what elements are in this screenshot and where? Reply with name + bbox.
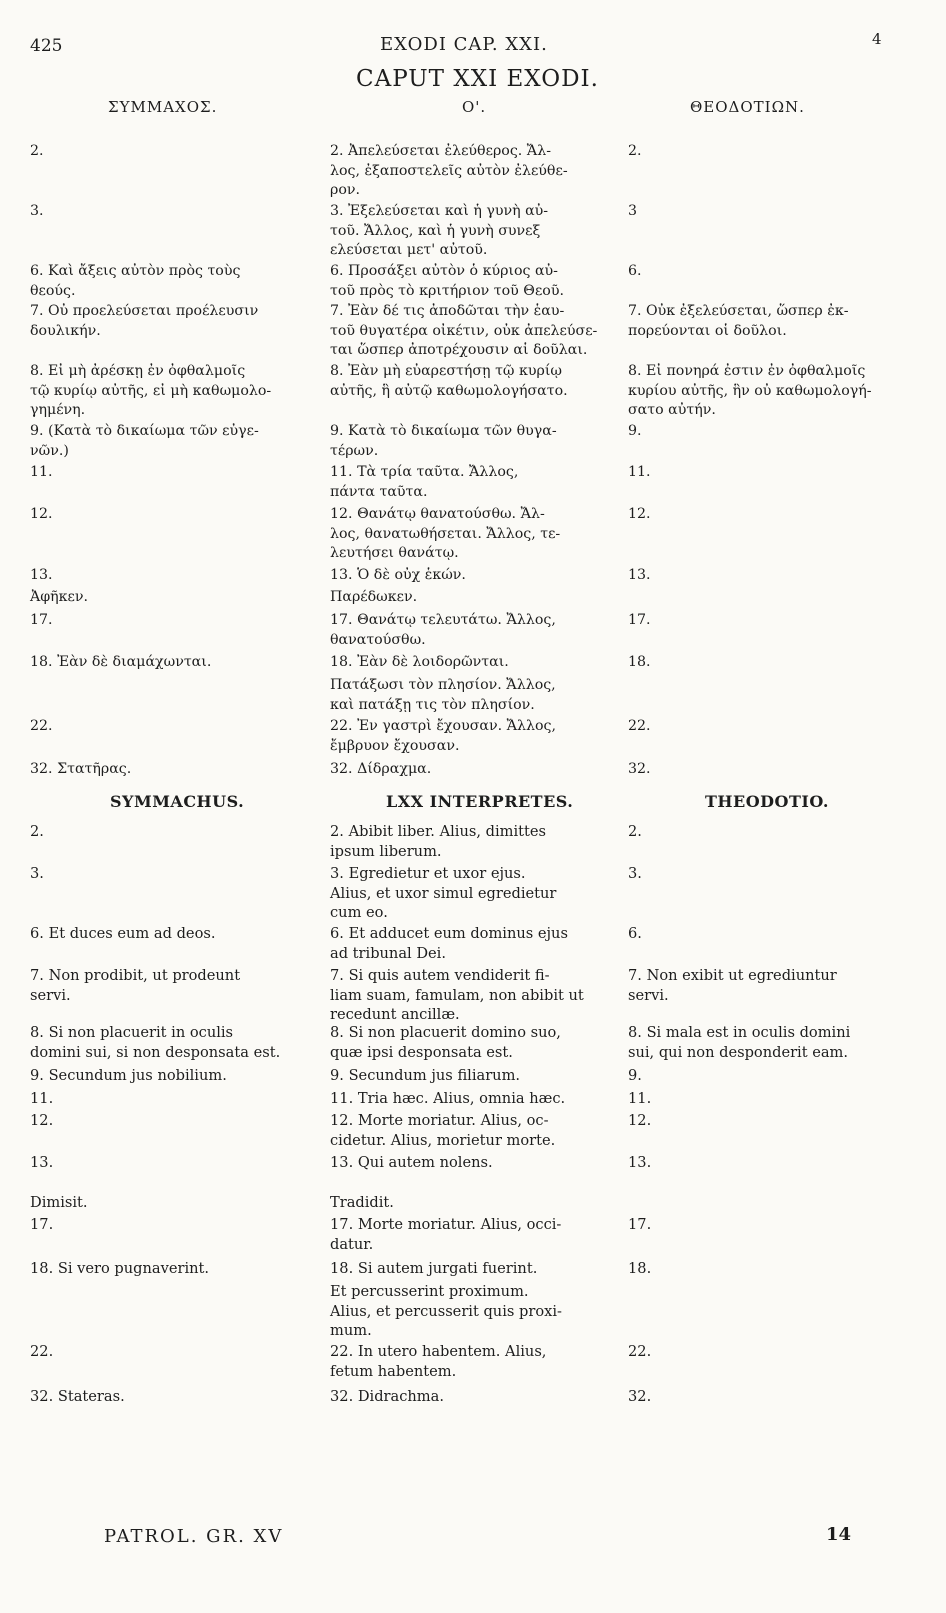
latin-col-head-lxx: LXX INTERPRETES. (386, 792, 574, 811)
greek-symmachus-cell: 18. Ἐὰν δὲ διαμάχωνται. (30, 654, 212, 670)
greek-theodotion-cell: 13. (628, 567, 651, 583)
latin-theodotio-cell: 32. (628, 1388, 652, 1405)
greek-theodotion-cell: 18. (628, 654, 651, 670)
latin-symmachus-cell: Dimisit. (30, 1194, 88, 1211)
latin-lxx-cell: 8. Si non placuerit domino suo, quæ ipsi desponsata est. (330, 1024, 561, 1061)
latin-lxx-cell: Tradidit. (330, 1194, 394, 1211)
greek-symmachus-cell: 17. (30, 612, 53, 628)
page-title: CAPUT XXI EXODI. (356, 66, 599, 92)
greek-col-head-theodotion: ΘΕΟΔΟΤΙΩΝ. (690, 98, 805, 116)
latin-lxx-cell: 9. Secundum jus filiarum. (330, 1067, 521, 1084)
latin-theodotio-cell: 7. Non exibit ut egrediuntur servi. (628, 967, 837, 1004)
latin-symmachus-cell: 11. (30, 1090, 54, 1107)
greek-theodotion-cell: 8. Εἰ πονηρά ἐστιν ἐν ὀφθαλμοῖς κυρίου αὐτῆς, ἣν οὐ καθωμολογή- σατο αὐτήν. (628, 363, 872, 418)
greek-lxx-cell: 11. Τὰ τρία ταῦτα. Ἄλλος, πάντα ταῦτα. (330, 464, 519, 500)
greek-theodotion-cell: 22. (628, 718, 651, 734)
greek-symmachus-cell: 8. Εἰ μὴ ἀρέσκῃ ἐν ὀφθαλμοῖς τῷ κυρίῳ αὐτῆς, εἰ μὴ καθωμολο- γημένη. (30, 363, 272, 418)
latin-symmachus-cell: 32. Stateras. (30, 1388, 125, 1405)
latin-symmachus-cell: 8. Si non placuerit in oculis domini sui, si non desponsata est. (30, 1024, 281, 1061)
footer-signature: 14 (826, 1524, 852, 1545)
greek-lxx-cell: 13. Ὁ δὲ οὐχ ἑκών. (330, 567, 466, 583)
latin-col-head-symmachus: SYMMACHUS. (110, 792, 245, 811)
greek-symmachus-cell: 2. (30, 143, 44, 159)
latin-symmachus-cell: 13. (30, 1154, 54, 1171)
latin-theodotio-cell: 9. (628, 1067, 642, 1084)
greek-lxx-cell: 6. Προσάξει αὐτὸν ὁ κύριος αὐ- τοῦ πρὸς τὸ κριτήριον τοῦ Θεοῦ. (330, 263, 564, 299)
greek-lxx-cell: 18. Ἐὰν δὲ λοιδορῶνται. (330, 654, 509, 670)
latin-col-head-theodotio: THEODOTIO. (705, 792, 829, 811)
greek-lxx-cell: 8. Ἐὰν μὴ εὐαρεστήσῃ τῷ κυρίῳ αὐτῆς, ἣ αὐτῷ καθωμολογήσατο. (330, 363, 568, 399)
latin-symmachus-cell: 17. (30, 1216, 54, 1233)
greek-lxx-cell: 32. Δίδραχμα. (330, 761, 432, 777)
latin-symmachus-cell: 2. (30, 823, 44, 840)
corner-mark: 4 (872, 30, 882, 48)
latin-symmachus-cell: 9. Secundum jus nobilium. (30, 1067, 227, 1084)
greek-symmachus-cell: 7. Οὐ προελεύσεται προέλευσιν δουλικήν. (30, 303, 259, 339)
latin-theodotio-cell: 3. (628, 865, 642, 882)
greek-symmachus-cell: 6. Καὶ ἄξεις αὐτὸν πρὸς τοὺς θεούς. (30, 263, 241, 299)
latin-lxx-cell: 2. Abibit liber. Alius, dimittes ipsum liberum. (330, 823, 546, 860)
greek-theodotion-cell: 12. (628, 506, 651, 522)
greek-lxx-cell: 9. Κατὰ τὸ δικαίωμα τῶν θυγα- τέρων. (330, 423, 557, 459)
greek-theodotion-cell: 6. (628, 263, 642, 279)
latin-theodotio-cell: 18. (628, 1260, 652, 1277)
greek-symmachus-cell: Ἀφῆκεν. (30, 589, 89, 605)
latin-theodotio-cell: 11. (628, 1090, 652, 1107)
greek-symmachus-cell: 32. Στατῆρας. (30, 761, 132, 777)
greek-symmachus-cell: 11. (30, 464, 53, 480)
latin-symmachus-cell: 18. Si vero pugnaverint. (30, 1260, 210, 1277)
greek-theodotion-cell: 2. (628, 143, 642, 159)
greek-col-head-symmachus: ΣΥΜΜΑΧΟΣ. (108, 98, 218, 116)
latin-lxx-cell: 13. Qui autem nolens. (330, 1154, 493, 1171)
latin-lxx-cell: Et percusserint proximum. Alius, et percusserit quis proxi- mum. (330, 1283, 562, 1339)
latin-symmachus-cell: 3. (30, 865, 44, 882)
latin-symmachus-cell: 6. Et duces eum ad deos. (30, 925, 216, 942)
latin-theodotio-cell: 2. (628, 823, 642, 840)
greek-lxx-cell: 17. Θανάτῳ τελευτάτω. Ἄλλος, θανατούσθω. (330, 612, 556, 648)
greek-lxx-cell: 12. Θανάτῳ θανατούσθω. Ἄλ- λος, θανατωθήσεται. Ἄλλος, τε- λευτήσει θανάτῳ. (330, 506, 561, 561)
greek-symmachus-cell: 9. (Κατὰ τὸ δικαίωμα τῶν εὐγε- νῶν.) (30, 423, 259, 459)
page-number: 425 (30, 36, 63, 56)
greek-symmachus-cell: 22. (30, 718, 53, 734)
latin-lxx-cell: 32. Didrachma. (330, 1388, 444, 1405)
latin-lxx-cell: 3. Egredietur et uxor ejus. Alius, et uxor simul egredietur cum eo. (330, 865, 557, 921)
greek-theodotion-cell: 7. Οὐκ ἐξελεύσεται, ὥσπερ ἐκ- πορεύονται οἱ δοῦλοι. (628, 303, 849, 339)
latin-symmachus-cell: 22. (30, 1343, 54, 1360)
greek-theodotion-cell: 9. (628, 423, 642, 439)
greek-symmachus-cell: 12. (30, 506, 53, 522)
greek-symmachus-cell: 3. (30, 203, 44, 219)
latin-lxx-cell: 17. Morte moriatur. Alius, occi- datur. (330, 1216, 562, 1253)
greek-col-head-lxx: Ο'. (462, 98, 487, 116)
latin-theodotio-cell: 22. (628, 1343, 652, 1360)
greek-lxx-cell: Πατάξωσι τὸν πλησίον. Ἄλλος, καὶ πατάξῃ τις τὸν πλησίον. (330, 677, 556, 713)
greek-theodotion-cell: 11. (628, 464, 651, 480)
latin-symmachus-cell: 12. (30, 1112, 54, 1129)
latin-theodotio-cell: 8. Si mala est in oculis domini sui, qui non desponderit eam. (628, 1024, 851, 1061)
greek-lxx-cell: 2. Ἀπελεύσεται ἐλεύθερος. Ἄλ- λος, ἐξαποστελεῖς αὐτὸν ἐλεύθε- ρον. (330, 143, 568, 198)
running-head: EXODI CAP. XXI. (380, 34, 548, 55)
latin-lxx-cell: 7. Si quis autem vendiderit fi- liam suam, famulam, non abibit ut recedunt ancillæ. (330, 967, 584, 1023)
greek-theodotion-cell: 3 (628, 203, 638, 219)
latin-theodotio-cell: 17. (628, 1216, 652, 1233)
greek-lxx-cell: Παρέδωκεν. (330, 589, 418, 605)
latin-theodotio-cell: 12. (628, 1112, 652, 1129)
greek-lxx-cell: 22. Ἐν γαστρὶ ἔχουσαν. Ἄλλος, ἔμβρυον ἔχουσαν. (330, 718, 556, 754)
greek-lxx-cell: 3. Ἐξελεύσεται καὶ ἡ γυνὴ αὐ- τοῦ. Ἄλλος, καὶ ἡ γυνὴ συνεξ ελεύσεται μετ' αὐτοῦ. (330, 203, 549, 258)
latin-symmachus-cell: 7. Non prodibit, ut prodeunt servi. (30, 967, 241, 1004)
greek-lxx-cell: 7. Ἐὰν δέ τις ἀποδῶται τὴν ἑαυ- τοῦ θυγατέρα οἰκέτιν, οὐκ ἀπελεύσε- ται ὥσπερ ἀποτρέχουσιν αἱ δοῦλαι. (330, 303, 598, 358)
latin-lxx-cell: 18. Si autem jurgati fuerint. (330, 1260, 538, 1277)
latin-theodotio-cell: 6. (628, 925, 642, 942)
greek-theodotion-cell: 32. (628, 761, 651, 777)
latin-lxx-cell: 12. Morte moriatur. Alius, oc- cidetur. Alius, morietur morte. (330, 1112, 556, 1149)
latin-lxx-cell: 11. Tria hæc. Alius, omnia hæc. (330, 1090, 566, 1107)
latin-theodotio-cell: 13. (628, 1154, 652, 1171)
footer-volume: PATROL. GR. XV (104, 1526, 284, 1547)
greek-symmachus-cell: 13. (30, 567, 53, 583)
greek-theodotion-cell: 17. (628, 612, 651, 628)
latin-lxx-cell: 6. Et adducet eum dominus ejus ad tribunal Dei. (330, 925, 568, 962)
latin-lxx-cell: 22. In utero habentem. Alius, fetum habentem. (330, 1343, 547, 1380)
